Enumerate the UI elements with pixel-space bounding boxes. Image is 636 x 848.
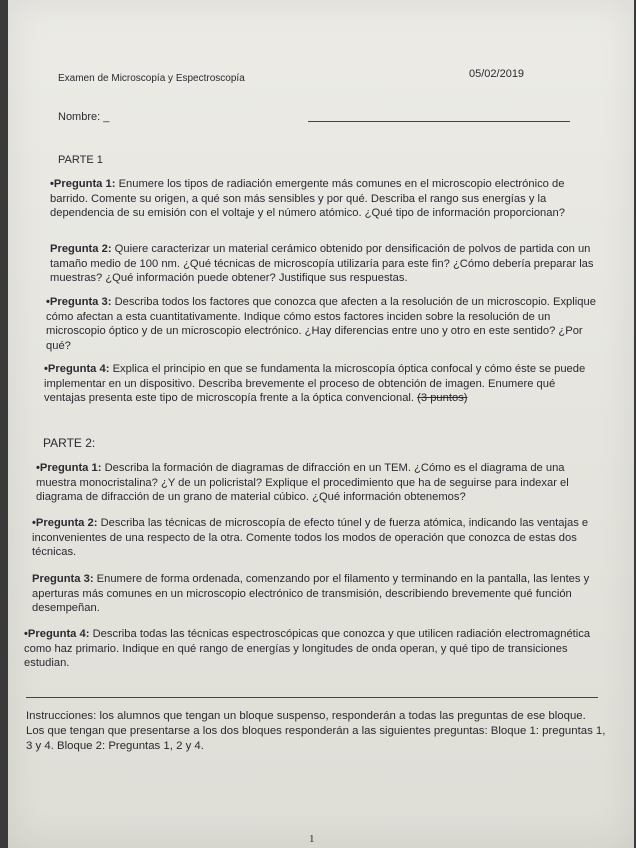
instructions: Instrucciones: los alumnos que tengan un bloque suspenso, responderán a todas las preguntas de ese bloque. Los que tengan que presentarse a los dos bloques responderán a las siguientes preguntas: Bloque 1: preguntas 1, 3 y 4. Bloque 2: Preguntas 1, 2 y 4. [26,710,606,752]
question-label: Pregunta 3: [32,573,94,585]
name-label: Nombre: _ [58,111,110,123]
part1-question-4 [44,362,592,406]
bullet: • [44,363,48,375]
question-text: Enumere de forma ordenada, comenzando por el filamento y terminando en la pantalla, las lentes y aperturas más comunes en un microscopio electrónico de transmisión, describiendo brevemente qué función desempeñan. [32,573,590,614]
name-underline [308,121,570,122]
question-text: Enumere los tipos de radiación emergente más comunes en el microscopio electrónico de barrido. Comente su origen, a qué son más sensibles y por qué. Describa el rango sus energías y la dependencia de su emisión con el voltaje y el número atómico. ¿Qué tipo de información proporcionan? [50,178,565,219]
bullet: • [36,462,40,474]
question-label: Pregunta 4: [27,628,90,640]
bullet: • [50,178,54,190]
part2-question-3 [32,572,592,616]
exam-sheet [8,0,634,848]
question-text: Explica el principio en que se fundamenta la microscopía óptica confocal y cómo éste se puede implementar en un dispositivo. Describa brevemente el proceso de obtención de imagen. Enumere qué ventajas presenta este tipo de microscopía frente a la óptica convencional. [44,363,586,404]
question-label: Pregunta 3: [49,296,112,308]
points-note: (3 puntos) [417,392,468,404]
question-label: Pregunta 1: [39,462,102,474]
part1-question-3 [46,295,598,353]
part1-title: PARTE 1 [58,154,103,166]
part1-question-2 [50,242,598,286]
page-number: 1 [309,833,315,845]
question-label: Pregunta 4: [47,363,110,375]
question-text: Describa todas las técnicas espectroscópicas que conozca y que utilicen radiación electromagnética como haz primario. Indique en qué rango de energías y longitudes de onda operan, y qué tipo de transiciones estudian. [24,628,591,669]
part2-question-4 [24,627,602,671]
question-text: Quiere caracterizar un material cerámico obtenido por densificación de polvos de partida con un tamaño medio de 100 nm. ¿Qué técnicas de microscopía utilizaría para este fin? ¿Cómo debería preparar las muestras? ¿Qué información puede obtener? Justifique sus respuestas. [50,243,594,284]
question-text: Describa todos los factores que conozca que afecten a la resolución de un microscopio. Explique cómo afectan a esta cuantitativamente. Indique cómo estos factores inciden sobre la resolución de un microscopio óptico y de un microscopio electrónico. ¿Hay diferencias entre uno y otro en este sentido? ¿Por qué? [46,296,596,352]
question-text: Describa las técnicas de microscopía de efecto túnel y de fuerza atómica, indicando las ventajas e inconvenientes de una respecto de la otra. Comente todos los modos de operación que conozca de estas dos técnicas. [32,517,589,558]
question-text: Describa la formación de diagramas de difracción en un TEM. ¿Cómo es el diagrama de una muestra monocristalina? ¿Y de un policristal? Explique el procedimiento que ha de seguirse para indexar el diagrama de difracción de un grano de material cúbico. ¿Qué información obtenemos? [36,462,569,503]
part2-question-2 [32,516,592,560]
question-label: Pregunta 1: [53,178,116,190]
part2-question-1 [36,461,596,505]
question-label: Pregunta 2: [50,243,112,255]
bullet: • [24,628,28,640]
separator-line [26,697,598,698]
bullet: • [46,296,50,308]
part1-question-1 [50,177,604,221]
bullet: • [32,517,36,529]
question-label: Pregunta 2: [35,517,98,529]
part2-title: PARTE 2: [43,436,96,450]
exam-date: 05/02/2019 [469,68,525,80]
exam-title: Examen de Microscopía y Espectroscopía [58,73,245,84]
